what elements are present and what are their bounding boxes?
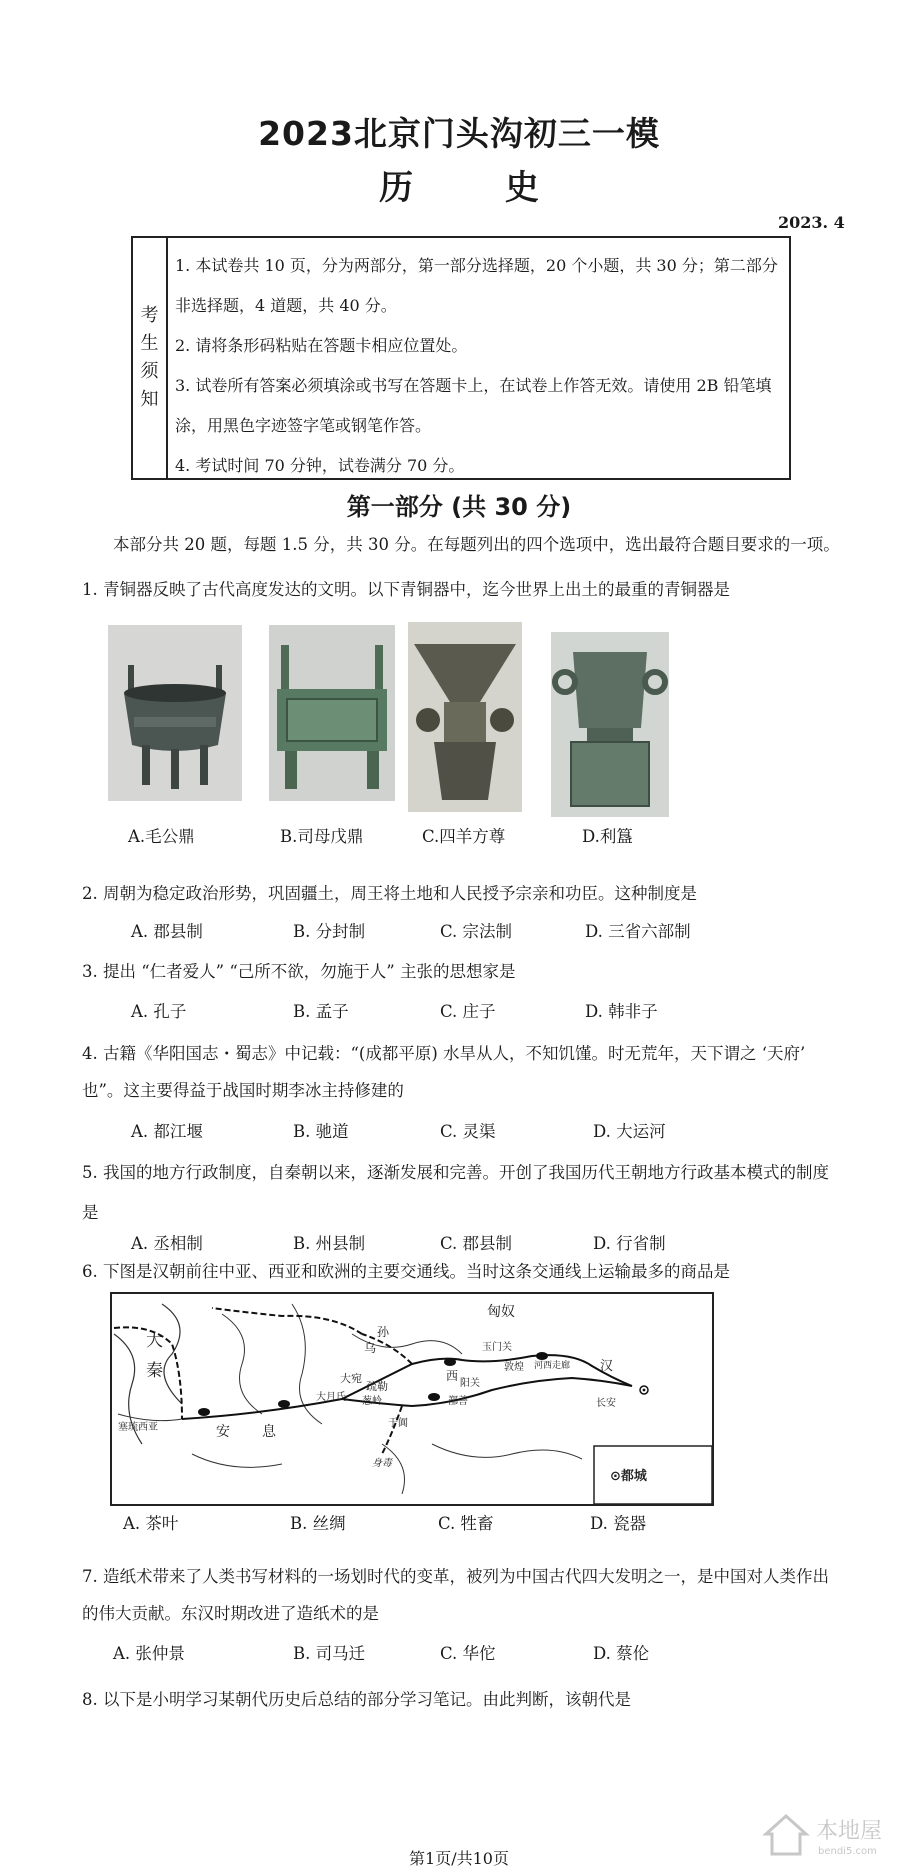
map-label-yangguan: 阳关 <box>460 1378 480 1389</box>
q7-stem-line1: 7. 造纸术带来了人类书写材料的一场划时代的变革，被列为中国古代四大发明之一，是中国对人类作出 <box>82 1567 829 1586</box>
map-label-wusun1: 孙 <box>377 1325 390 1339</box>
map-label-xi2: 息 <box>262 1424 276 1440</box>
q6-option-d: D. 瓷器 <box>590 1514 647 1533</box>
q4-stem-line2: 也”。这主要得益于战国时期李冰主持修建的 <box>82 1081 404 1100</box>
map-label-hexi: 河西走廊 <box>534 1361 571 1371</box>
notice-side-char: 考 <box>140 305 159 326</box>
q5-stem-line2: 是 <box>82 1203 99 1222</box>
simuwu-ding-image <box>269 625 395 801</box>
notice-body <box>175 246 781 486</box>
section-title: 第一部分 (共 30 分) <box>346 493 572 521</box>
q5-stem-line1: 5. 我国的地方行政制度，自秦朝以来，逐渐发展和完善。开创了我国历代王朝地方行政基本模式的制度 <box>82 1163 829 1182</box>
notice-side-char: 生 <box>140 333 159 354</box>
q7-option-a: A. 张仲景 <box>113 1644 185 1663</box>
map-label-da: 大 <box>146 1331 163 1351</box>
q5-option-d: D. 行省制 <box>593 1234 666 1253</box>
exam-notice-box <box>131 236 791 480</box>
site-watermark <box>752 1808 912 1860</box>
exam-date: 2023. 4 <box>778 213 845 232</box>
notice-line: 3. 试卷所有答案必须填涂或书写在答题卡上，在试卷上作答无效。请使用 2B 铅笔填 <box>175 376 772 395</box>
q4-option-b: B. 驰道 <box>293 1122 349 1141</box>
q6-option-b: B. 丝绸 <box>290 1514 346 1533</box>
q8-stem: 8. 以下是小明学习某朝代历史后总结的部分学习笔记。由此判断，该朝代是 <box>82 1690 631 1709</box>
exam-title: 2023北京门头沟初三一模 <box>258 114 660 153</box>
q1-caption-c: C.四羊方尊 <box>422 827 506 846</box>
watermark-sub: bendi5.com <box>818 1846 877 1857</box>
map-label-xiongnu: 匈奴 <box>487 1304 515 1320</box>
section-intro: 本部分共 20 题，每题 1.5 分，共 30 分。在每题列出的四个选项中，选出最符合题目要求的一项。 <box>113 535 840 554</box>
map-legend-capital: ⊙都城 <box>610 1469 647 1484</box>
map-label-congling: 葱岭 <box>362 1396 382 1407</box>
q4-stem-line1: 4. 古籍《华阳国志・蜀志》中记载：“(成都平原) 水旱从人，不知饥馑。时无荒年，天下谓之 ‘天府’ <box>82 1044 806 1063</box>
notice-line: 1. 本试卷共 10 页，分为两部分，第一部分选择题，20 个小题，共 30 分；第二部分 <box>175 256 778 275</box>
q1-caption-a: A.毛公鼎 <box>128 827 195 846</box>
watermark-text: 本地屋 <box>816 1819 883 1844</box>
map-label-shule: 疏勒 <box>366 1380 388 1393</box>
li-gui-image <box>551 632 669 817</box>
q5-option-a: A. 丞相制 <box>131 1234 203 1253</box>
q1-stem: 1. 青铜器反映了古代高度发达的文明。以下青铜器中，迄今世界上出土的最重的青铜器是 <box>82 580 730 599</box>
q6-option-a: A. 茶叶 <box>123 1514 179 1533</box>
notice-side-char: 知 <box>140 389 159 410</box>
q2-option-b: B. 分封制 <box>293 922 366 941</box>
map-label-shanshan: 鄯善 <box>448 1396 468 1407</box>
map-label-xi: 西 <box>446 1369 459 1383</box>
map-label-dayuezhi: 大月氏 <box>316 1392 346 1403</box>
notice-line: 涂，用黑色字迹签字笔或钢笔作答。 <box>175 416 432 435</box>
q6-option-c: C. 牲畜 <box>438 1514 494 1533</box>
notice-line: 2. 请将条形码粘贴在答题卡相应位置处。 <box>175 336 468 355</box>
page-number: 第1页/共10页 <box>409 1849 509 1868</box>
q2-option-c: C. 宗法制 <box>440 922 513 941</box>
q3-option-b: B. 孟子 <box>293 1002 349 1021</box>
map-label-qin: 秦 <box>146 1361 163 1381</box>
map-label-wusun2: 乌 <box>364 1341 377 1355</box>
map-label-dayuan: 大宛 <box>340 1372 362 1385</box>
map-label-seleucid: 塞琉西亚 <box>118 1422 158 1433</box>
map-label-yumenguan: 玉门关 <box>482 1342 512 1353</box>
q3-option-a: A. 孔子 <box>131 1002 187 1021</box>
map-label-han: 汉 <box>600 1359 614 1374</box>
silk-road-map <box>110 1292 714 1506</box>
map-label-shendu: 身毒 <box>372 1458 392 1469</box>
map-label-changan: 长安 <box>596 1398 616 1409</box>
q4-option-d: D. 大运河 <box>593 1122 666 1141</box>
q2-stem: 2. 周朝为稳定政治形势，巩固疆土，周王将土地和人民授予宗亲和功臣。这种制度是 <box>82 884 697 903</box>
notice-side-char: 须 <box>140 361 159 382</box>
notice-line: 4. 考试时间 70 分钟，试卷满分 70 分。 <box>175 456 465 475</box>
q7-option-c: C. 华佗 <box>440 1644 496 1663</box>
q3-option-c: C. 庄子 <box>440 1002 496 1021</box>
q7-stem-line2: 的伟大贡献。东汉时期改进了造纸术的是 <box>82 1604 379 1623</box>
map-label-yutian: 于阗 <box>388 1418 408 1429</box>
q7-option-d: D. 蔡伦 <box>593 1644 650 1663</box>
q1-caption-d: D.利簋 <box>582 827 633 846</box>
notice-side-label <box>133 238 168 478</box>
q2-option-a: A. 郡县制 <box>131 922 203 941</box>
q4-option-a: A. 都江堰 <box>131 1122 203 1141</box>
q6-stem: 6. 下图是汉朝前往中亚、西亚和欧洲的主要交通线。当时这条交通线上运输最多的商品是 <box>82 1262 730 1281</box>
q7-option-b: B. 司马迁 <box>293 1644 366 1663</box>
q3-option-d: D. 韩非子 <box>585 1002 658 1021</box>
house-icon <box>766 1816 806 1854</box>
map-label-dunhuang: 敦煌 <box>504 1362 524 1373</box>
q5-option-c: C. 郡县制 <box>440 1234 513 1253</box>
q5-option-b: B. 州县制 <box>293 1234 366 1253</box>
maogong-ding-image <box>108 625 242 801</box>
q1-caption-b: B.司母戊鼎 <box>280 827 364 846</box>
map-label-an: 安 <box>216 1424 230 1440</box>
siyang-fangzun-image <box>408 622 522 812</box>
q3-stem: 3. 提出 “仁者爱人” “己所不欲，勿施于人” 主张的思想家是 <box>82 962 516 981</box>
notice-line: 非选择题，4 道题，共 40 分。 <box>175 296 397 315</box>
subject-title: 历 史 <box>379 168 579 208</box>
q2-option-d: D. 三省六部制 <box>585 922 691 941</box>
q4-option-c: C. 灵渠 <box>440 1122 496 1141</box>
